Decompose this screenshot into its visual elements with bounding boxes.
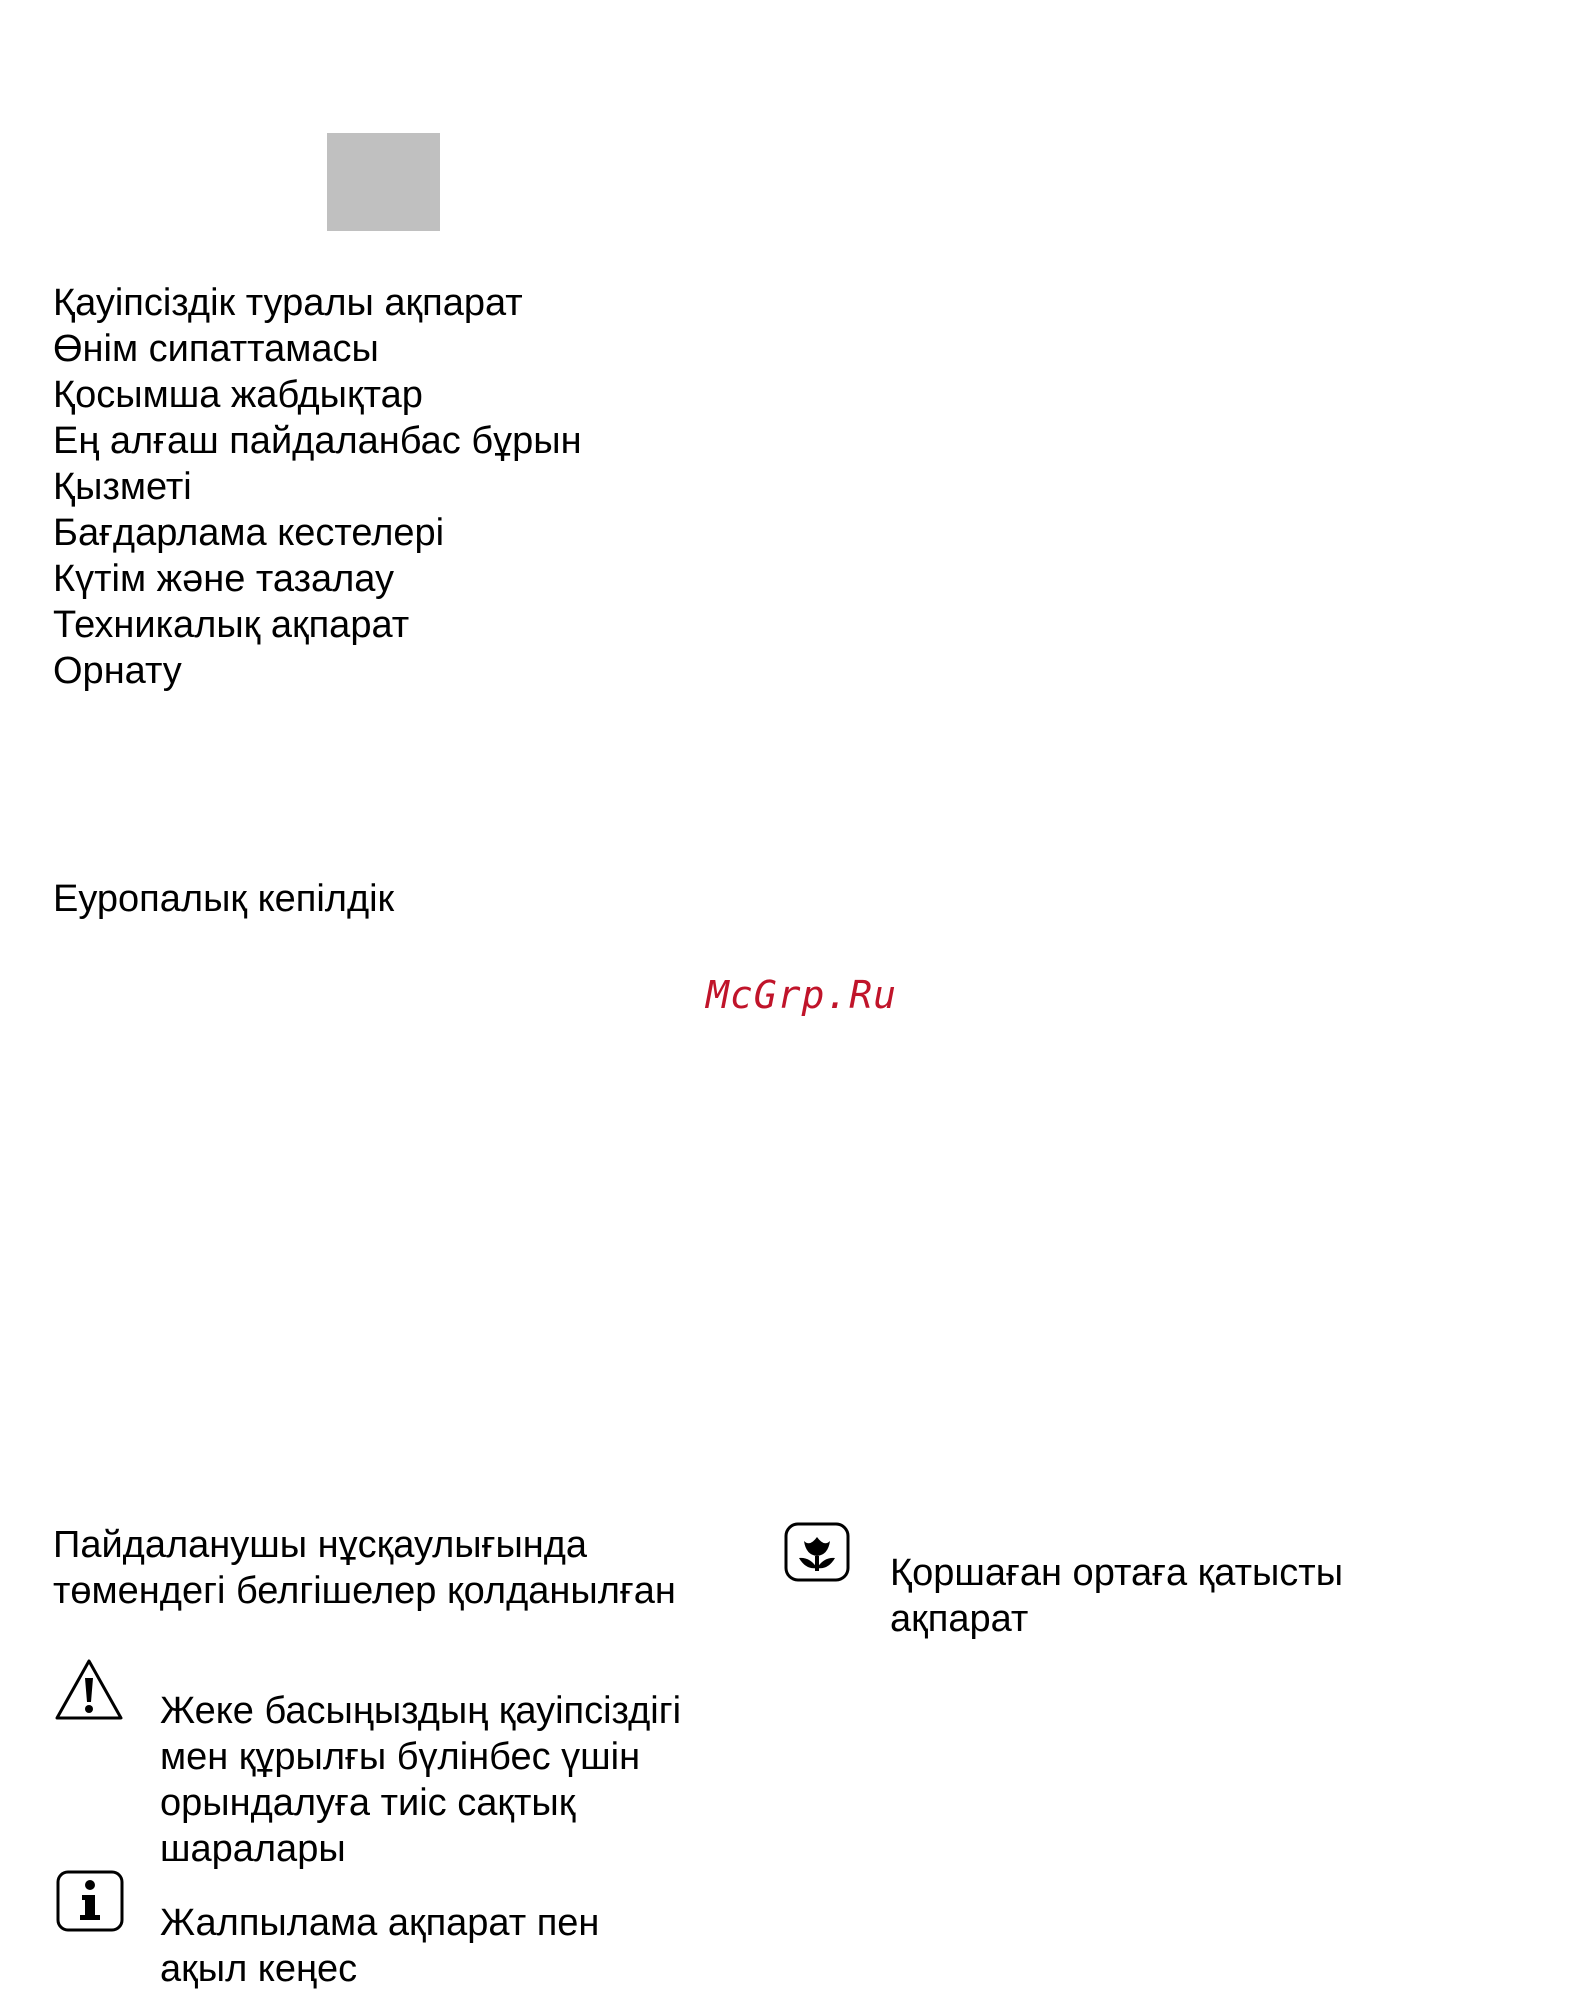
safety-precautions-text: [160, 1688, 681, 1872]
table-of-contents: [53, 280, 582, 694]
general-info-text: [160, 1900, 599, 1992]
environment-flower-icon: [784, 1522, 850, 1582]
symbols-intro-line: төмендегі белгішелер қолданылған: [53, 1570, 676, 1612]
toc-item-program-tables[interactable]: Бағдарлама кестелері: [53, 512, 445, 554]
toc-item-before-first-use[interactable]: Ең алғаш пайдаланбас бұрын: [53, 420, 582, 462]
environment-line: ақпарат: [890, 1598, 1029, 1640]
toc-item-installation[interactable]: Орнату: [53, 650, 182, 692]
safety-line: мен құрылғы бүлінбес үшін: [160, 1736, 641, 1778]
info-line: ақыл кеңес: [160, 1948, 358, 1990]
info-line: Жалпылама ақпарат пен: [160, 1902, 600, 1944]
toc-item-technical-info[interactable]: Техникалық ақпарат: [53, 604, 410, 646]
toc-item-product-description[interactable]: Өнім сипаттамасы: [53, 328, 379, 370]
safety-line: шаралары: [160, 1828, 346, 1870]
watermark: McGrp.Ru: [706, 973, 898, 1017]
environment-line: Қоршаған ортаға қатысты: [890, 1552, 1344, 1594]
safety-line: Жеке басыңыздың қауіпсіздігі: [160, 1690, 682, 1732]
toc-item-european-warranty[interactable]: Еуропалық кепілдік: [53, 878, 395, 920]
toc-item-accessories[interactable]: Қосымша жабдықтар: [53, 374, 423, 416]
warning-triangle-icon: [54, 1658, 124, 1722]
info-icon: [56, 1870, 124, 1932]
environment-info-text: [890, 1550, 1343, 1642]
gray-placeholder-box: [327, 133, 440, 231]
symbols-intro-line: Пайдаланушы нұсқаулығында: [53, 1524, 588, 1566]
symbols-intro: [53, 1522, 676, 1614]
toc-item-safety-info[interactable]: Қауіпсіздік туралы ақпарат: [53, 282, 523, 324]
toc-item-care-cleaning[interactable]: Күтім және тазалау: [53, 558, 395, 600]
toc-item-daily-use[interactable]: Қызметі: [53, 466, 192, 508]
safety-line: орындалуға тиіс сақтық: [160, 1782, 576, 1824]
